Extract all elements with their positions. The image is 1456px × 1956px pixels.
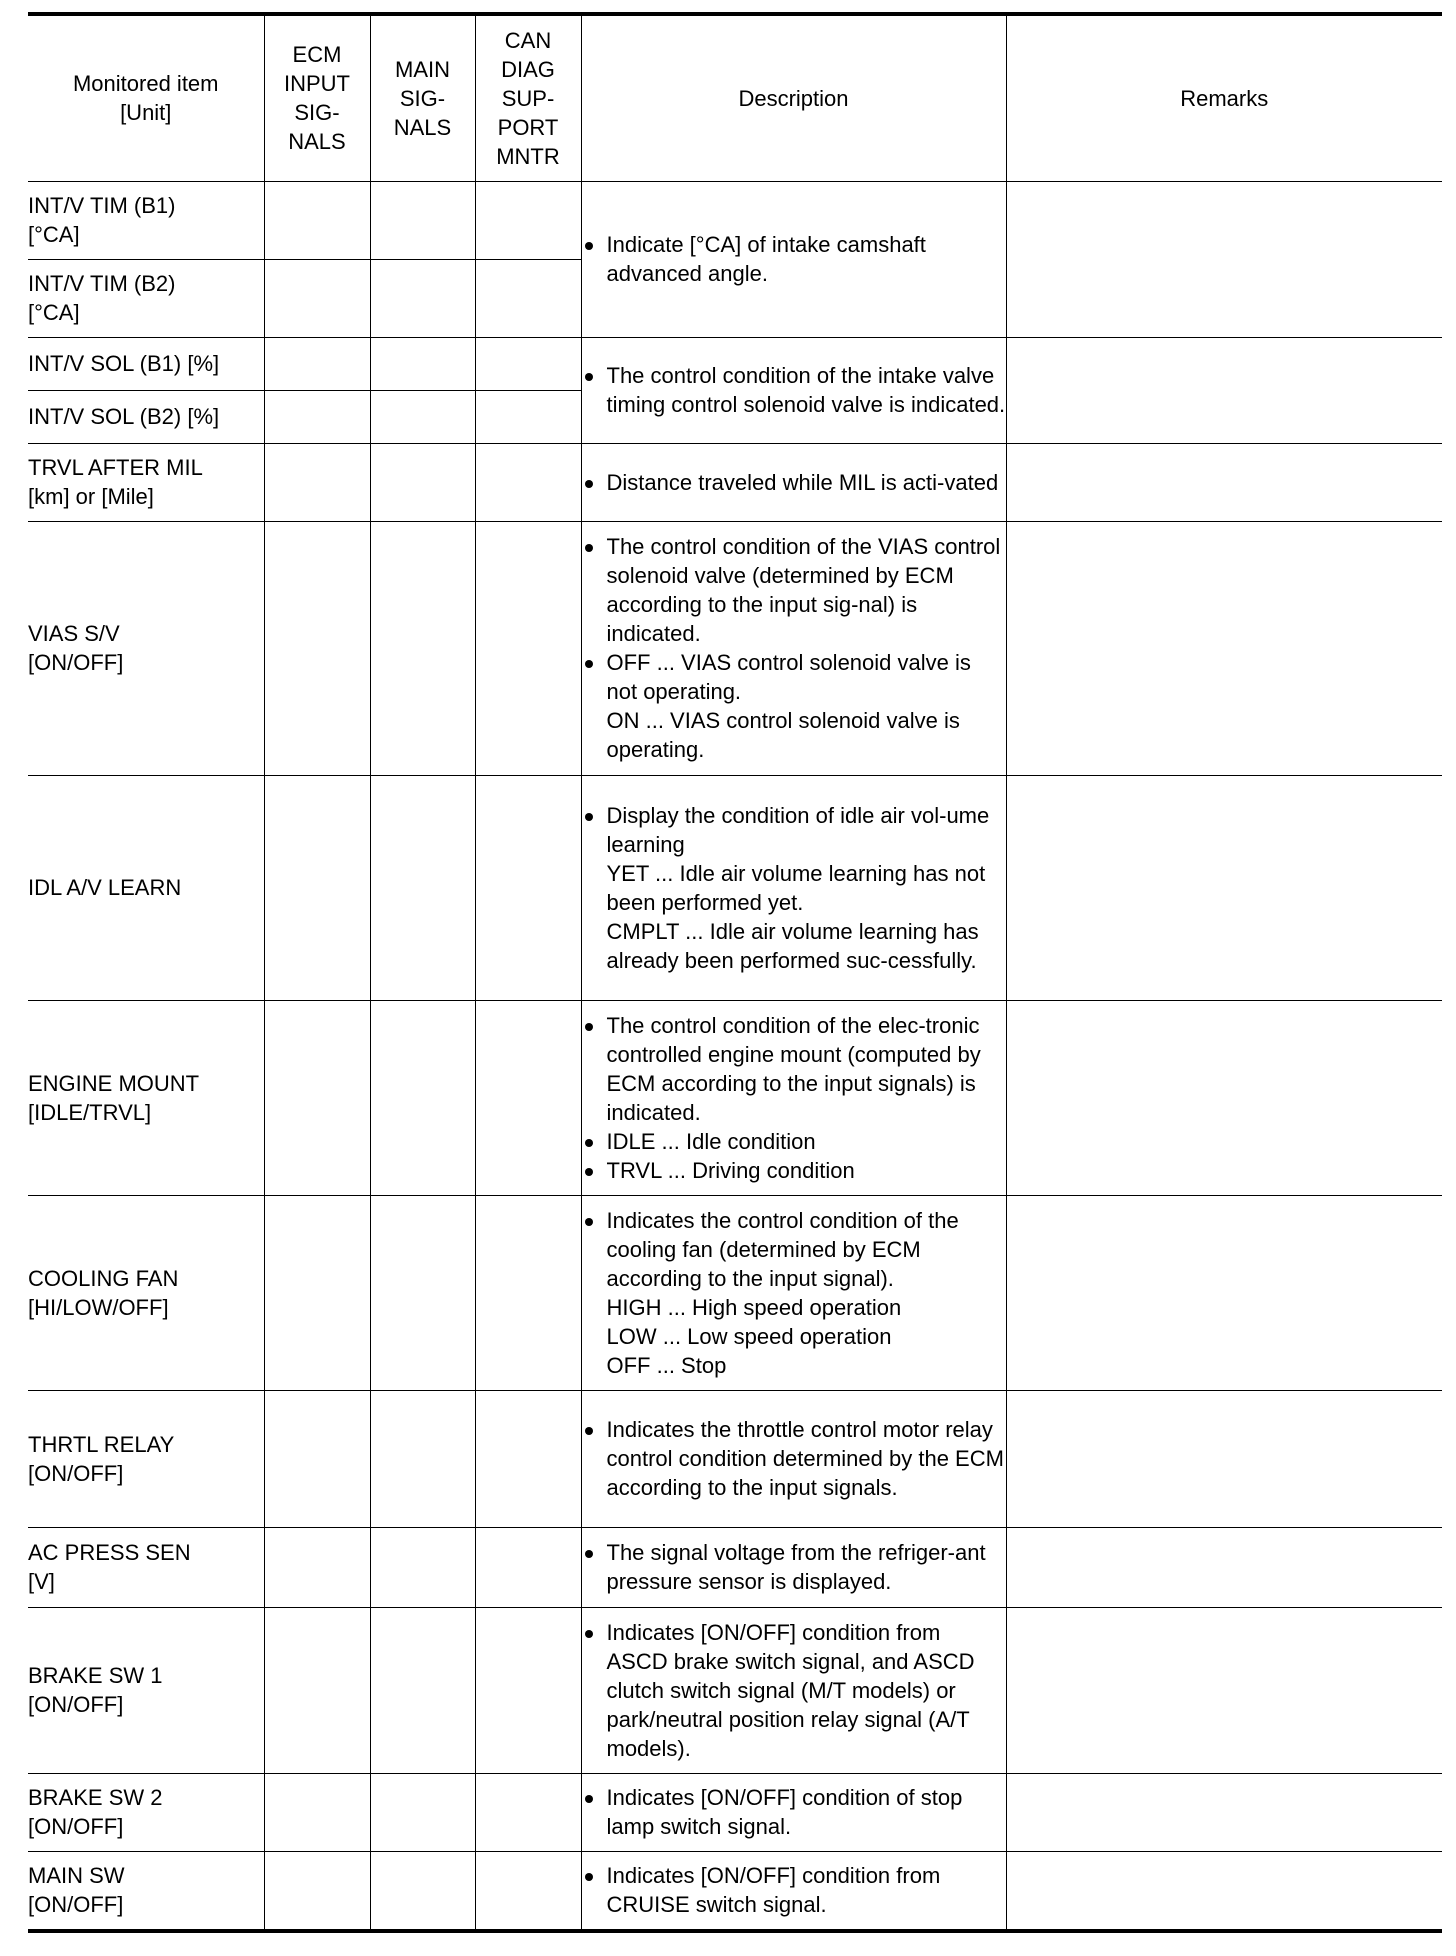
monitored-item-cell: INT/V TIM (B2) [°CA] [28,259,264,337]
ecm-input-signals-cell [264,259,370,337]
monitored-item-cell: IDL A/V LEARN [28,775,264,1000]
header-ecm-input-signals: ECM INPUT SIG- NALS [264,14,370,181]
monitored-item-cell: TRVL AFTER MIL [km] or [Mile] [28,443,264,521]
can-diag-support-cell [475,1607,581,1773]
main-signals-cell [370,1607,475,1773]
remarks-cell [1006,181,1442,337]
monitored-item-cell: AC PRESS SEN [V] [28,1527,264,1607]
description-cell [581,443,1006,521]
description-bullet: Indicates [ON/OFF] condition of stop lamp switch signal. [582,1783,1006,1841]
description-cell [581,1390,1006,1527]
can-diag-support-cell [475,443,581,521]
description-cell [581,1527,1006,1607]
ecm-input-signals-cell [264,1851,370,1931]
table-row [28,1000,1442,1195]
header-main-signals: MAIN SIG- NALS [370,14,475,181]
main-signals-cell [370,337,475,390]
remarks-cell [1006,337,1442,443]
monitored-item-cell: THRTL RELAY [ON/OFF] [28,1390,264,1527]
can-diag-support-cell [475,337,581,390]
main-signals-cell [370,1000,475,1195]
description-cell [581,181,1006,337]
main-signals-cell [370,390,475,443]
table-row [28,1527,1442,1607]
remarks-cell [1006,1607,1442,1773]
description-cell [581,775,1006,1000]
monitored-item-cell: BRAKE SW 2 [ON/OFF] [28,1773,264,1851]
can-diag-support-cell [475,1851,581,1931]
monitored-item-cell: MAIN SW [ON/OFF] [28,1851,264,1931]
main-signals-cell [370,1390,475,1527]
main-signals-cell [370,259,475,337]
monitored-item-cell: COOLING FAN [HI/LOW/OFF] [28,1195,264,1390]
remarks-cell [1006,521,1442,775]
can-diag-support-cell [475,181,581,259]
remarks-cell [1006,775,1442,1000]
table-row [28,1851,1442,1931]
ecm-input-signals-cell [264,390,370,443]
remarks-cell [1006,1773,1442,1851]
monitored-item-cell: ENGINE MOUNT [IDLE/TRVL] [28,1000,264,1195]
table-row [28,443,1442,521]
description-cell [581,1607,1006,1773]
description-bullet: Indicates the control condition of the cooling fan (determined by ECM according to the input signal). HIGH ... High speed operation LOW ... Low speed operation OFF ... Stop [582,1206,1006,1380]
description-cell [581,1773,1006,1851]
can-diag-support-cell [475,1195,581,1390]
ecm-input-signals-cell [264,775,370,1000]
description-bullet: The signal voltage from the refriger-ant pressure sensor is displayed. [582,1538,1006,1596]
monitored-item-cell: INT/V TIM (B1) [°CA] [28,181,264,259]
description-cell [581,1851,1006,1931]
can-diag-support-cell [475,390,581,443]
description-bullet: Indicates [ON/OFF] condition from ASCD brake switch signal, and ASCD clutch switch signal (M/T models) or park/neutral position relay signal (A/T models). [582,1618,1006,1763]
description-bullet: IDLE ... Idle condition [582,1127,1006,1156]
main-signals-cell [370,775,475,1000]
ecm-input-signals-cell [264,1607,370,1773]
ecm-input-signals-cell [264,1000,370,1195]
can-diag-support-cell [475,521,581,775]
main-signals-cell [370,1195,475,1390]
main-signals-cell [370,1527,475,1607]
description-bullet: The control condition of the elec-tronic controlled engine mount (computed by ECM according to the input signals) is indicated. [582,1011,1006,1127]
description-bullet: Display the condition of idle air vol-ume learning YET ... Idle air volume learning has not been performed yet. CMPLT ... Idle air volume learning has already been performed suc-cessfully. [582,801,1006,975]
monitored-item-cell: BRAKE SW 1 [ON/OFF] [28,1607,264,1773]
ecm-input-signals-cell [264,181,370,259]
table-row [28,775,1442,1000]
main-signals-cell [370,181,475,259]
ecm-input-signals-cell [264,1390,370,1527]
description-bullet: Indicate [°CA] of intake camshaft advanced angle. [582,230,1006,288]
can-diag-support-cell [475,775,581,1000]
table-row [28,521,1442,775]
monitored-item-cell: INT/V SOL (B2) [%] [28,390,264,443]
can-diag-support-cell [475,259,581,337]
table-row [28,1195,1442,1390]
table-row [28,181,1442,259]
header-description: Description [581,14,1006,181]
table-row [28,337,1442,390]
description-bullet: Indicates the throttle control motor relay control condition determined by the ECM according to the input signals. [582,1415,1006,1502]
main-signals-cell [370,1851,475,1931]
ecm-input-signals-cell [264,337,370,390]
description-cell [581,1195,1006,1390]
can-diag-support-cell [475,1527,581,1607]
ecm-input-signals-cell [264,443,370,521]
monitored-item-cell: INT/V SOL (B1) [%] [28,337,264,390]
description-bullet: Indicates [ON/OFF] condition from CRUISE switch signal. [582,1861,1006,1919]
monitored-item-cell: VIAS S/V [ON/OFF] [28,521,264,775]
main-signals-cell [370,521,475,775]
table-row [28,1390,1442,1527]
description-bullet: OFF ... VIAS control solenoid valve is not operating. ON ... VIAS control solenoid valve is operating. [582,648,1006,764]
table-row [28,1607,1442,1773]
remarks-cell [1006,1195,1442,1390]
header-monitored-item: Monitored item [Unit] [28,14,264,181]
remarks-cell [1006,443,1442,521]
ecm-input-signals-cell [264,1527,370,1607]
description-bullet: The control condition of the intake valve timing control solenoid valve is indicated. [582,361,1006,419]
description-bullet: TRVL ... Driving condition [582,1156,1006,1185]
remarks-cell [1006,1851,1442,1931]
main-signals-cell [370,443,475,521]
can-diag-support-cell [475,1773,581,1851]
ecm-input-signals-cell [264,1195,370,1390]
can-diag-support-cell [475,1000,581,1195]
ecm-input-signals-cell [264,1773,370,1851]
monitor-item-table [28,12,1442,1933]
remarks-cell [1006,1527,1442,1607]
header-can-diag-support-mntr: CAN DIAG SUP- PORT MNTR [475,14,581,181]
description-cell [581,337,1006,443]
header-remarks: Remarks [1006,14,1442,181]
main-signals-cell [370,1773,475,1851]
ecm-input-signals-cell [264,521,370,775]
remarks-cell [1006,1390,1442,1527]
description-cell [581,1000,1006,1195]
description-cell [581,521,1006,775]
table-row [28,1773,1442,1851]
remarks-cell [1006,1000,1442,1195]
description-bullet: Distance traveled while MIL is acti-vated [582,468,1006,497]
can-diag-support-cell [475,1390,581,1527]
description-bullet: The control condition of the VIAS control solenoid valve (determined by ECM according to the input sig-nal) is indicated. [582,532,1006,648]
header-row [28,14,1442,181]
